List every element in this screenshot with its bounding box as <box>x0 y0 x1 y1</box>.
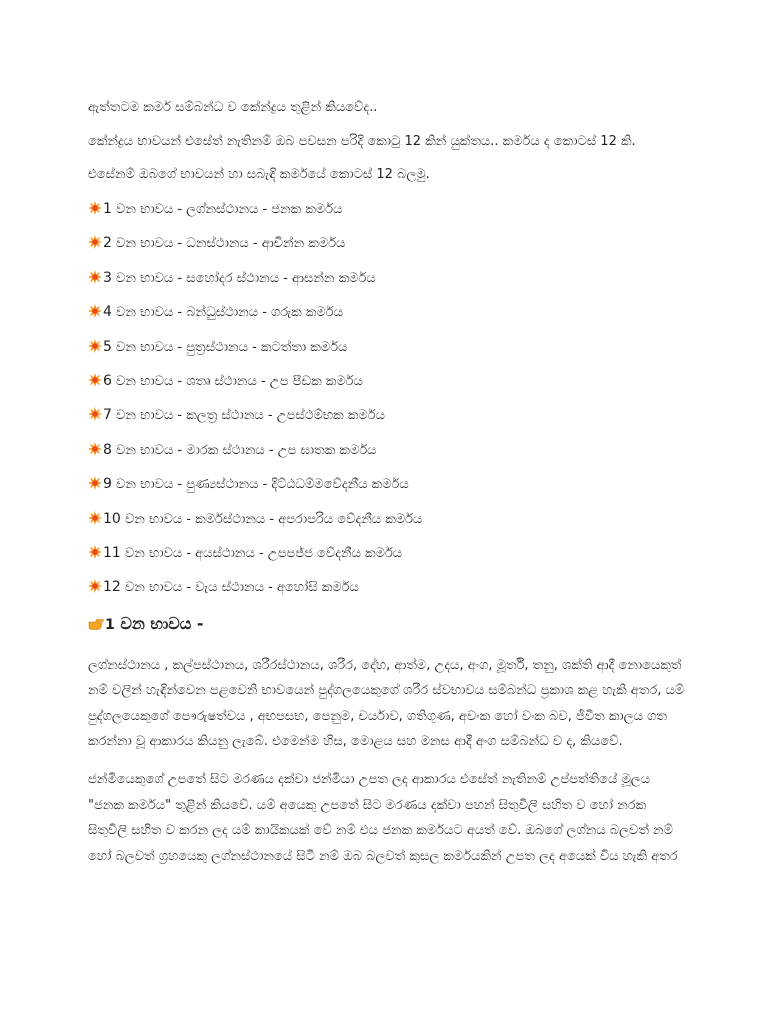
house-number: 12 <box>103 579 121 596</box>
intro-line-2: කේන්ද්‍රය භාවයන් එසේත් නැතිනම් ඔබ පවසන පරිදි කොටු 12 කින් යුක්තය.. කර්මය ද කොටස් 12 කි. <box>88 134 636 149</box>
house-text: වන භාවය - කර්මස්ථානය - අපරාපරිය වේදනීය කර්මය <box>120 511 423 527</box>
house-number: 5 <box>103 338 112 355</box>
house-text: වන භාවය - වැය ස්ථානය - අහෝසි කර්මය <box>120 580 359 596</box>
explosion-burst-icon <box>88 476 102 490</box>
section-heading <box>88 609 688 639</box>
explosion-burst-icon <box>88 442 102 456</box>
explosion-burst-icon <box>88 339 102 353</box>
explosion-burst-icon <box>88 270 102 284</box>
house-text: වන භාවය - මාරක ස්ථානය - උප ඝාතක කර්මය <box>111 442 377 458</box>
explosion-burst-icon <box>88 545 102 559</box>
intro-line-3: එසේනම් ඔබගේ භාවයන් හා සබැඳි කර්මයේ කොටස් 12 බලමු. <box>88 167 430 182</box>
house-item <box>88 467 688 501</box>
house-item <box>88 570 688 604</box>
explosion-burst-icon <box>88 407 102 421</box>
house-number: 2 <box>103 235 112 252</box>
explosion-burst-icon <box>88 201 102 215</box>
paragraph-2: ජන්මියෙකුගේ උපතේ සිට මරණය දක්වා ජන්මියා උපත ලද ආකාරය එසේත් නැතිනම් උප්පත්තියේ මූලය "ජනක කර්මය" තුළින් කියවේ. යම් අයෙකු උපතේ සිට මරණය දක්වා පහන් සිතුවිලි සහිත ව හෝ නරක සිතුවිලි සහිත ව කරන ලද යම් කායිකයක් වේ නම් එය ජනක කර්මයට අයත් වේ. ඔබගේ ලග්නය බලවත් නම් හෝ බලවත් ග්‍රහයෙකු ලග්නස්ථානයේ සිටී නම් ඔබ බලවත් කුසල කර්මයකින් උපත ලද අයෙක් විය හැකි අතර <box>88 772 678 864</box>
house-item <box>88 330 688 364</box>
house-item <box>88 502 688 536</box>
house-text: වන භාවය - ධනස්ථානය - ආචින්න කර්මය <box>111 236 346 252</box>
house-text: වන භාවය - පුණ්‍යස්ථානය - දිට්ඨධම්මවේදනීය කර්මය <box>111 477 409 493</box>
house-item <box>88 261 688 295</box>
house-number: 7 <box>103 407 112 424</box>
house-item <box>88 433 688 467</box>
document-page <box>88 96 688 869</box>
house-item <box>88 192 688 226</box>
house-text: වන භාවය - සහෝදර ස්ථානය - ආසන්න කර්මය <box>111 270 376 286</box>
explosion-burst-icon <box>88 373 102 387</box>
explosion-burst-icon <box>88 579 102 593</box>
house-item <box>88 398 688 432</box>
house-item <box>88 536 688 570</box>
house-text: වන භාවය - ලග්නස්ථානය - ජනක කර්මය <box>111 202 343 217</box>
house-number: 11 <box>103 544 121 561</box>
house-number: 3 <box>103 269 112 286</box>
explosion-burst-icon <box>88 511 102 525</box>
house-text: වන භාවය - අයස්ථානය - උපපජ්ජ වේදනීය කර්මය <box>120 545 403 561</box>
house-number: 10 <box>103 510 121 527</box>
house-number: 9 <box>103 476 112 493</box>
house-item <box>88 295 688 329</box>
section-title: වන භාවය - <box>114 613 204 633</box>
house-text: වන භාවය - කලත්‍ර ස්ථානය - උපස්ථම්භක කර්මය <box>111 408 385 424</box>
house-text: වන භාවය - පුත්‍රස්ථානය - කටත්තා කර්මය <box>111 339 348 355</box>
house-list <box>88 192 688 605</box>
intro-line-1: ඇත්තටම කර්ම සම්බන්ධ ව කේන්ද්‍රය තුළින් කියවේද.. <box>88 100 378 115</box>
house-number: 6 <box>103 372 112 389</box>
house-text: වන භාවය - ශත්‍රු ස්ථානය - උප පීඩක කර්මය <box>111 373 363 389</box>
house-number: 8 <box>103 441 112 458</box>
house-number: 4 <box>103 304 112 321</box>
house-text: වන භාවය - බන්ධුස්ථානය - ගරුක කර්මය <box>111 305 343 321</box>
house-number: 1 <box>103 201 112 217</box>
house-item <box>88 364 688 398</box>
paragraph-1: ලග්නස්ථානය , කල්පස්ථානය, ශරීරස්ථානය, ශරීර, දේහ, ආත්ම, උදය, අංග, මූර්ති, තනු, ශක්ති ආදී නොයෙකුත් නම් වලින් හැඳින්වෙන පළවෙනි භාවයෙන් පුද්ගලයෙකුගේ ශරීර ස්වභාවය සම්බන්ධ ප්‍රකාශ කළ හැකි අතර, යම් පුද්ගලයෙකුගේ පෞරුෂත්වය , අභපසභ, පෙනුම, චර්යාව, ගතිගුණ, අවංක හෝ වංක බව, ජීවිත කාලය ගත කරන්නා වූ ආකාරය කියනු ලැබේ. එමෙන්ම හිස, මොළය සහ මනස ආදී අංග සම්බන්ධ ව ද, කියවේ. <box>88 657 685 750</box>
house-item <box>88 226 688 260</box>
explosion-burst-icon <box>88 304 102 318</box>
explosion-burst-icon <box>88 235 102 249</box>
section-number: 1 <box>105 616 115 633</box>
pointing-hand-icon <box>88 616 104 630</box>
